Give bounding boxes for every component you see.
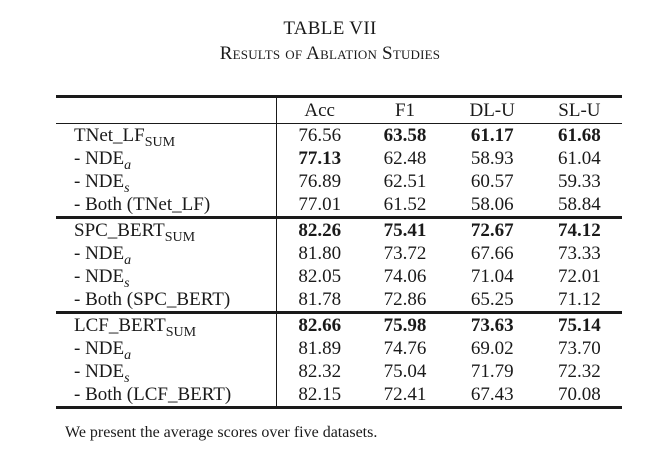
column-header-dl-u: DL-U <box>448 97 537 124</box>
row-label-text: - NDE <box>74 266 125 287</box>
row-label-text: - NDE <box>74 243 125 264</box>
cell-sl-u: 72.32 <box>558 361 601 382</box>
table-row <box>56 242 622 265</box>
row-label-text: - Both (SPC_BERT) <box>74 289 231 310</box>
cell-sl-u: 73.33 <box>558 243 601 264</box>
model-group-tnet-lf <box>56 124 622 218</box>
table-row <box>56 265 622 288</box>
table-footnote: We present the average scores over five datasets. <box>65 424 378 441</box>
cell-sl-u: 72.01 <box>558 266 601 287</box>
row-label-text: - Both (LCF_BERT) <box>74 384 232 405</box>
cell-dl-u: 69.02 <box>470 338 514 359</box>
cell-acc: 82.32 <box>298 361 342 382</box>
table-row <box>56 288 622 313</box>
row-label <box>56 288 277 313</box>
cell-sl-u: 75.14 <box>537 313 622 338</box>
cell-f1: 73.72 <box>383 243 427 264</box>
row-label <box>56 193 277 218</box>
row-label-subscript: SUM <box>165 325 197 340</box>
cell-sl-u: 58.84 <box>558 194 601 215</box>
cell-sl-u: 61.04 <box>558 148 601 169</box>
cell-sl-u: 70.08 <box>537 383 622 408</box>
model-group-spc-bert <box>56 218 622 313</box>
cell-dl-u: 71.79 <box>470 361 514 382</box>
row-label <box>56 383 277 408</box>
table-row <box>56 218 622 243</box>
row-label-subscript: s <box>124 181 130 196</box>
cell-acc: 76.56 <box>277 124 363 148</box>
row-label-subscript: a <box>124 348 132 363</box>
cell-sl-u: 71.12 <box>558 289 601 310</box>
cell-f1: 62.51 <box>383 171 427 192</box>
cell-dl-u: 71.04 <box>470 266 514 287</box>
cell-f1: 75.04 <box>383 361 427 382</box>
cell-acc: 76.89 <box>298 171 342 192</box>
ablation-results-table <box>56 95 622 409</box>
row-label-text: LCF_BERT <box>74 315 166 336</box>
table-label: TABLE VII <box>283 18 377 39</box>
cell-acc: 77.01 <box>298 194 342 215</box>
row-label-text: TNet_LF <box>74 125 145 146</box>
row-label-subscript: SUM <box>164 230 196 245</box>
cell-acc: 82.66 <box>277 313 363 338</box>
row-label-text: SPC_BERT <box>74 220 165 241</box>
cell-f1: 75.41 <box>362 218 447 243</box>
cell-dl-u: 67.66 <box>470 243 514 264</box>
header-empty-cell <box>56 97 277 124</box>
row-label <box>56 147 277 173</box>
table-title: Results of Ablation Studies <box>219 43 441 64</box>
row-label <box>56 313 277 338</box>
cell-dl-u: 58.93 <box>470 148 514 169</box>
cell-acc: 82.05 <box>298 266 342 287</box>
row-label-text: - NDE <box>74 361 125 382</box>
row-label-text: - NDE <box>74 148 125 169</box>
cell-dl-u: 65.25 <box>470 289 514 310</box>
row-label-subscript: s <box>124 276 130 291</box>
column-header-sl-u: SL-U <box>537 97 622 124</box>
table-row <box>56 313 622 338</box>
cell-f1: 61.52 <box>383 194 427 215</box>
row-label-text: - NDE <box>74 171 125 192</box>
cell-dl-u: 61.17 <box>448 124 537 148</box>
column-header-acc: Acc <box>277 97 363 124</box>
cell-acc: 82.26 <box>277 218 363 243</box>
cell-sl-u: 74.12 <box>537 218 622 243</box>
row-label-subscript: SUM <box>144 135 176 150</box>
cell-sl-u: 59.33 <box>558 171 601 192</box>
cell-dl-u: 58.06 <box>470 194 514 215</box>
table-row <box>56 124 622 148</box>
row-label-text: - Both (TNet_LF) <box>74 194 211 215</box>
cell-acc: 81.89 <box>298 338 342 359</box>
cell-acc: 81.78 <box>298 289 342 310</box>
header-row <box>56 97 622 124</box>
table-row <box>56 360 622 383</box>
cell-f1: 63.58 <box>362 124 447 148</box>
row-label-text: - NDE <box>74 338 125 359</box>
table-row <box>56 147 622 170</box>
table-row <box>56 170 622 193</box>
column-header-f1: F1 <box>362 97 447 124</box>
row-label <box>56 337 277 363</box>
row-label-subscript: a <box>124 158 132 173</box>
cell-f1: 75.98 <box>362 313 447 338</box>
cell-acc: 77.13 <box>298 148 342 169</box>
table-row <box>56 193 622 218</box>
row-label <box>56 265 277 291</box>
row-label <box>56 218 277 243</box>
table-row <box>56 383 622 408</box>
row-label <box>56 242 277 268</box>
cell-dl-u: 72.67 <box>448 218 537 243</box>
row-label-subscript: s <box>124 371 130 386</box>
cell-dl-u: 60.57 <box>470 171 514 192</box>
model-group-lcf-bert <box>56 313 622 408</box>
cell-dl-u: 67.43 <box>448 383 537 408</box>
cell-f1: 62.48 <box>383 148 427 169</box>
table-row <box>56 337 622 360</box>
cell-f1: 74.76 <box>383 338 427 359</box>
row-label-subscript: a <box>124 253 132 268</box>
row-label <box>56 360 277 386</box>
table-header <box>56 97 622 124</box>
cell-dl-u: 73.63 <box>448 313 537 338</box>
cell-f1: 74.06 <box>383 266 427 287</box>
row-label <box>56 170 277 196</box>
row-label <box>56 124 277 148</box>
cell-sl-u: 61.68 <box>537 124 622 148</box>
cell-sl-u: 73.70 <box>558 338 601 359</box>
cell-f1: 72.41 <box>362 383 447 408</box>
cell-f1: 72.86 <box>383 289 427 310</box>
cell-acc: 81.80 <box>298 243 342 264</box>
cell-acc: 82.15 <box>277 383 363 408</box>
